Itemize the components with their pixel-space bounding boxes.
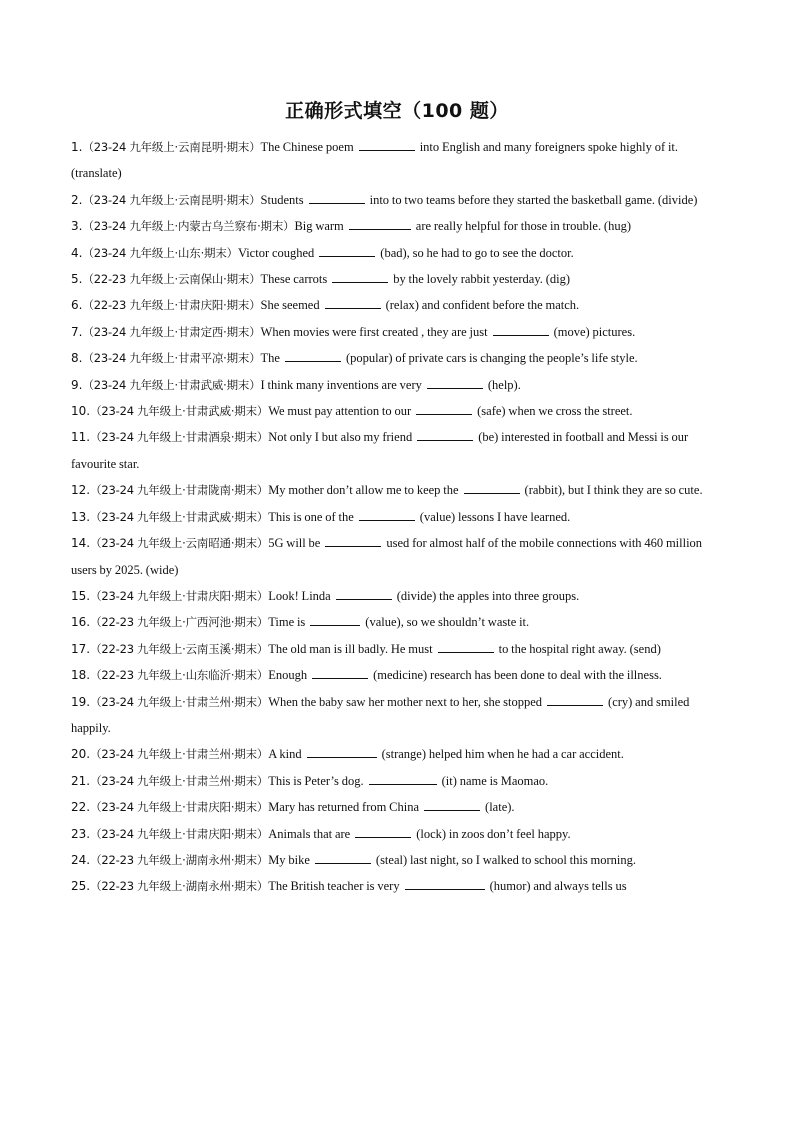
question-item <box>71 636 723 662</box>
question-item <box>71 583 723 609</box>
question-item <box>71 240 723 266</box>
answer-blank <box>309 191 365 204</box>
question-item <box>71 134 723 187</box>
question-item <box>71 187 723 213</box>
question-text-before: The Chinese poem <box>260 140 354 154</box>
question-number: 17. <box>71 641 91 656</box>
answer-blank <box>332 270 388 283</box>
question-text-before: The <box>260 351 280 366</box>
question-number: 11. <box>71 430 91 445</box>
answer-blank <box>438 640 494 653</box>
question-text-after: (medicine) research has been done to deal with the illness. <box>373 668 662 683</box>
question-text-after: (humor) and always tells us <box>489 879 627 894</box>
question-text-before: She seemed <box>260 298 320 313</box>
question-item <box>71 821 723 847</box>
question-source: （23-24 九年级上·甘肃兰州·期末） <box>90 747 269 762</box>
question-source: （23-24 九年级上·甘肃庆阳·期末） <box>90 588 269 603</box>
answer-blank <box>285 349 341 362</box>
question-number: 19. <box>71 694 91 709</box>
question-source: （23-24 九年级上·甘肃庆阳·期末） <box>90 800 269 815</box>
question-source: （22-23 九年级上·广西河池·期末） <box>90 615 269 630</box>
question-source: （22-23 九年级上·云南玉溪·期末） <box>90 641 269 656</box>
question-item <box>71 372 723 398</box>
question-text-after: (value) lessons I have learned. <box>419 509 571 524</box>
answer-blank <box>369 772 437 785</box>
question-item <box>71 530 723 583</box>
question-number: 21. <box>71 773 91 788</box>
question-number: 5. <box>71 272 83 287</box>
question-text-before: This is one of the <box>268 509 354 524</box>
question-number: 22. <box>71 800 91 815</box>
question-source: （23-24 九年级上·甘肃定西·期末） <box>82 324 261 339</box>
question-item <box>71 398 723 424</box>
question-item <box>71 741 723 767</box>
answer-blank <box>427 376 483 389</box>
question-text-after: (bad), so he had to go to see the doctor. <box>380 245 574 260</box>
question-source: （23-24 九年级上·甘肃兰州·期末） <box>90 694 269 709</box>
question-item <box>71 873 723 899</box>
question-text-before: Animals that are <box>268 826 351 841</box>
answer-blank <box>547 693 603 706</box>
question-list <box>71 134 723 900</box>
answer-blank <box>307 745 377 758</box>
answer-blank <box>493 323 549 336</box>
question-text-before: We must pay attention to our <box>268 404 412 419</box>
question-number: 8. <box>71 351 83 366</box>
question-number: 20. <box>71 747 91 762</box>
question-item <box>71 292 723 318</box>
question-text-after: to the hospital right away. (send) <box>498 641 661 656</box>
question-number: 15. <box>71 588 91 603</box>
answer-blank <box>325 296 381 309</box>
question-number: 12. <box>71 483 91 498</box>
question-number: 10. <box>71 404 91 419</box>
question-source: （22-23 九年级上·山东临沂·期末） <box>90 668 269 683</box>
question-number: 6. <box>71 298 83 313</box>
question-text-after: (be) interested in football and Messi is our favourite star. <box>71 430 689 471</box>
question-text-before: When the baby saw her mother next to her, she stopped <box>268 694 543 709</box>
question-source: （23-24 九年级上·甘肃庆阳·期末） <box>90 826 269 841</box>
question-number: 24. <box>71 852 91 867</box>
answer-blank <box>310 613 360 626</box>
question-number: 25. <box>71 879 91 894</box>
question-item <box>71 213 723 239</box>
question-text-after: (steal) last night, so I walked to school this morning. <box>375 852 637 867</box>
question-source: （22-23 九年级上·湖南永州·期末） <box>90 879 269 894</box>
question-text-after: (move) pictures. <box>553 324 636 339</box>
question-item <box>71 847 723 873</box>
question-text-after: (divide) the apples into three groups. <box>396 588 580 603</box>
question-number: 14. <box>71 536 91 551</box>
question-text-after: used for almost half of the mobile connections with 460 million users by 2025. (wide) <box>71 536 703 577</box>
question-text-before: The British teacher is very <box>268 879 400 894</box>
answer-blank <box>464 481 520 494</box>
answer-blank <box>405 877 485 890</box>
question-source: （23-24 九年级上·甘肃兰州·期末） <box>90 773 269 788</box>
question-text-after: (it) name is Maomao. <box>441 773 549 788</box>
question-source: （23-24 九年级上·内蒙古乌兰察布·期末） <box>82 219 295 234</box>
question-number: 7. <box>71 324 83 339</box>
question-item <box>71 266 723 292</box>
answer-blank <box>359 508 415 521</box>
question-text-after: (lock) in zoos don’t feel happy. <box>416 826 571 841</box>
question-source: （23-24 九年级上·甘肃酒泉·期末） <box>90 430 269 445</box>
question-source: （23-24 九年级上·甘肃武威·期末） <box>90 404 269 419</box>
question-text-before: When movies were first created , they are just <box>260 324 488 339</box>
question-text-before: Time is <box>268 615 306 630</box>
question-text-after: into English and many foreigners spoke highly of it. (translate) <box>71 140 679 181</box>
question-text-before: 5G will be <box>268 536 321 551</box>
answer-blank <box>416 402 472 415</box>
answer-blank <box>417 428 473 441</box>
question-text-before: Mary has returned from China <box>268 800 420 815</box>
question-text-after: (help). <box>487 377 521 392</box>
question-item <box>71 768 723 794</box>
question-text-after: are really helpful for those in trouble. (hug) <box>415 219 631 234</box>
question-source: （22-23 九年级上·湖南永州·期末） <box>90 852 269 867</box>
question-text-before: A kind <box>268 747 302 762</box>
question-text-before: Victor coughed <box>237 245 315 260</box>
question-number: 18. <box>71 668 91 683</box>
question-number: 13. <box>71 509 91 524</box>
answer-blank <box>349 217 411 230</box>
question-source: （22-23 九年级上·甘肃庆阳·期末） <box>82 298 261 313</box>
question-number: 3. <box>71 219 83 234</box>
question-text-after: (popular) of private cars is changing the people’s life style. <box>345 351 638 366</box>
question-text-before: My bike <box>268 852 310 867</box>
question-item <box>71 424 723 477</box>
question-text-before: The old man is ill badly. He must <box>268 641 433 656</box>
question-text-before: Enough <box>268 668 308 683</box>
question-item <box>71 319 723 345</box>
document-title: 正确形式填空（100 题） <box>285 100 509 122</box>
question-text-after: (cry) and smiled happily. <box>71 694 690 735</box>
question-number: 2. <box>71 192 83 207</box>
question-source: （23-24 九年级上·云南昆明·期末） <box>82 140 261 154</box>
question-text-after: (value), so we shouldn’t waste it. <box>365 615 530 630</box>
question-source: （23-24 九年级上·云南昆明·期末） <box>82 192 261 207</box>
question-text-after: by the lovely rabbit yesterday. (dig) <box>393 272 571 287</box>
question-text-after: (strange) helped him when he had a car accident. <box>381 747 624 762</box>
answer-blank <box>315 851 371 864</box>
question-text-before: These carrots <box>260 272 328 287</box>
answer-blank <box>325 534 381 547</box>
question-text-before: Students <box>260 192 304 207</box>
question-text-after: (late). <box>485 800 515 815</box>
question-text-before: Not only I but also my friend <box>268 430 413 445</box>
question-text-after: into to two teams before they started the basketball game. (divide) <box>369 192 698 207</box>
answer-blank <box>359 138 415 151</box>
question-text-before: I think many inventions are very <box>260 377 422 392</box>
question-text-after: (rabbit), but I think they are so cute. <box>524 483 703 498</box>
question-text-before: My mother don’t allow me to keep the <box>268 483 459 498</box>
answer-blank <box>355 825 411 838</box>
question-source: （22-23 九年级上·云南保山·期末） <box>82 272 261 287</box>
question-text-after: (relax) and confident before the match. <box>385 298 580 313</box>
question-text-before: Look! Linda <box>268 588 331 603</box>
question-item <box>71 345 723 371</box>
answer-blank <box>424 798 480 811</box>
answer-blank <box>312 666 368 679</box>
question-text-after: (safe) when we cross the street. <box>477 404 633 419</box>
question-item <box>71 662 723 688</box>
answer-blank <box>319 244 375 257</box>
question-number: 4. <box>71 245 83 260</box>
question-item <box>71 504 723 530</box>
question-item <box>71 794 723 820</box>
question-number: 9. <box>71 377 83 392</box>
question-number: 1. <box>71 140 83 154</box>
question-text-before: Big warm <box>294 219 344 234</box>
question-item <box>71 609 723 635</box>
question-source: （23-24 九年级上·甘肃平凉·期末） <box>82 351 261 366</box>
answer-blank <box>336 587 392 600</box>
question-number: 23. <box>71 826 91 841</box>
question-source: （23-24 九年级上·甘肃武威·期末） <box>90 509 269 524</box>
question-source: （23-24 九年级上·山东·期末） <box>82 245 238 260</box>
question-text-before: This is Peter’s dog. <box>268 773 364 788</box>
question-item <box>71 477 723 503</box>
question-item <box>71 689 723 742</box>
question-source: （23-24 九年级上·云南昭通·期末） <box>90 536 269 551</box>
question-source: （23-24 九年级上·甘肃武威·期末） <box>82 377 261 392</box>
question-source: （23-24 九年级上·甘肃陇南·期末） <box>90 483 269 498</box>
question-number: 16. <box>71 615 91 630</box>
